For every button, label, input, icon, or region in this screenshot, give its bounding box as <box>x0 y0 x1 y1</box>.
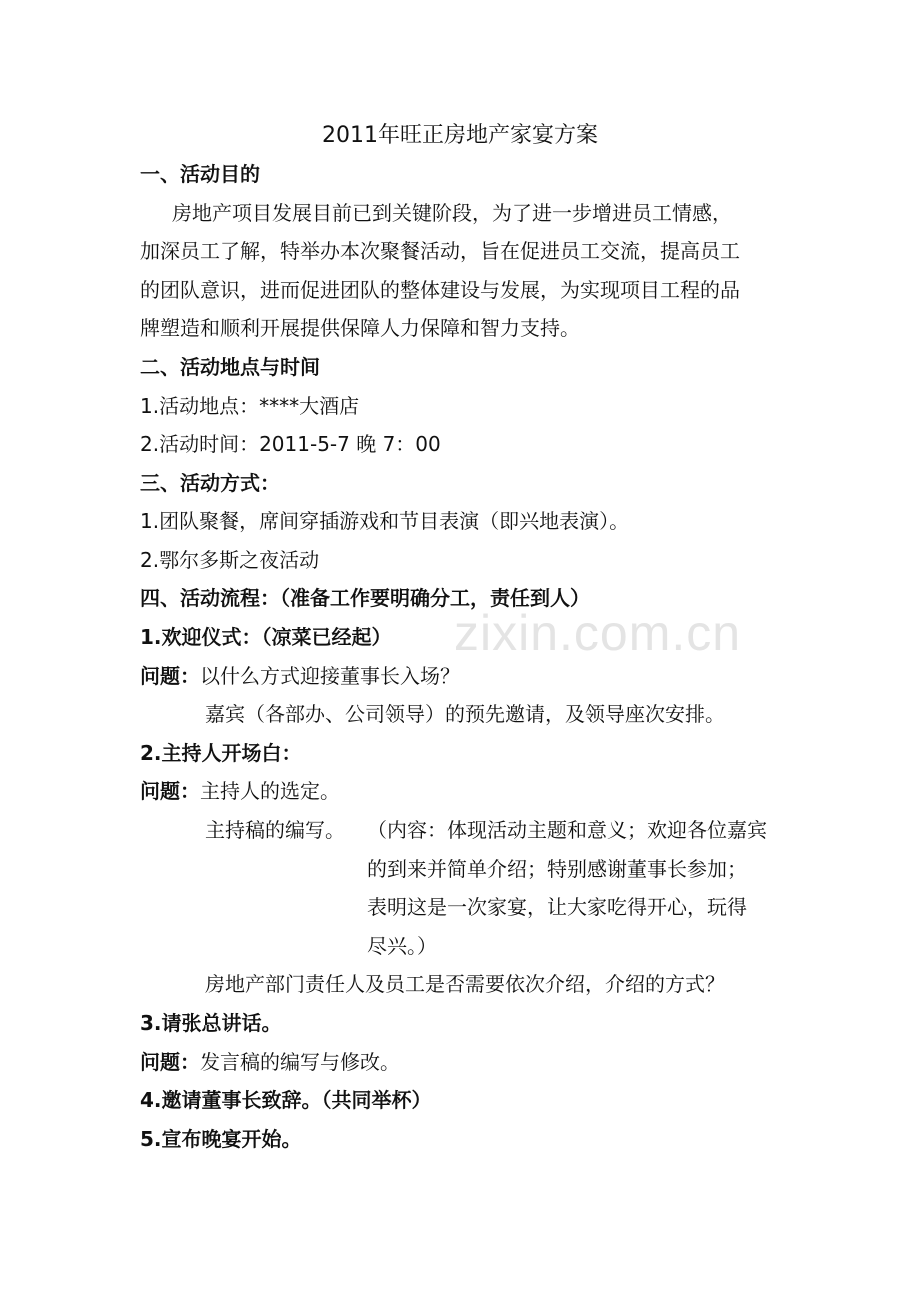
question-text: 主持人的选定。 <box>200 779 340 803</box>
step-5-title: 5.宣布晚宴开始。 <box>140 1127 302 1151</box>
step-2-question <box>140 772 800 811</box>
section-3-heading: 三、活动方式： <box>140 471 280 495</box>
script-content-line: 的到来并简单介绍；特别感谢董事长参加； <box>367 857 747 881</box>
activity-place: 1.活动地点：****大酒店 <box>140 394 360 418</box>
question-label: 问题： <box>140 1050 200 1074</box>
step-3-title: 3.请张总讲话。 <box>140 1011 282 1035</box>
step-3-question <box>140 1043 800 1082</box>
step-1-question <box>140 657 800 696</box>
question-text: 嘉宾（各部办、公司领导）的预先邀请，及领导座次安排。 <box>205 702 725 726</box>
section-2-heading: 二、活动地点与时间 <box>140 355 320 379</box>
paragraph-line: 的团队意识，进而促进团队的整体建设与发展，为实现项目工程的品 <box>140 278 740 302</box>
paragraph-line: 牌塑造和顺利开展提供保障人力保障和智力支持。 <box>140 316 580 340</box>
paragraph-line: 加深员工了解，特举办本次聚餐活动，旨在促进员工交流，提高员工 <box>140 239 740 263</box>
script-content-line: 尽兴。） <box>367 934 437 958</box>
question-label: 问题： <box>140 664 200 688</box>
question-text: 以什么方式迎接董事长入场？ <box>200 664 460 688</box>
script-content-line: 表明这是一次家宴，让大家吃得开心，玩得 <box>367 895 747 919</box>
script-content-line: （内容：体现活动主题和意义；欢迎各位嘉宾 <box>367 818 767 842</box>
section-1-heading: 一、活动目的 <box>140 162 260 186</box>
script-writing-label: 主持稿的编写。 <box>205 818 345 842</box>
section-4-heading: 四、活动流程：（准备工作要明确分工，责任到人） <box>140 586 590 610</box>
activity-mode-1: 1.团队聚餐，席间穿插游戏和节目表演（即兴地表演）。 <box>140 509 630 533</box>
question-text: 发言稿的编写与修改。 <box>200 1050 400 1074</box>
paragraph-line: 房地产项目发展目前已到关键阶段，为了进一步增进员工情感， <box>172 201 732 225</box>
activity-mode-2: 2.鄂尔多斯之夜活动 <box>140 548 320 572</box>
step-1-title: 1.欢迎仪式：（凉菜已经起） <box>140 625 392 649</box>
watermark: zixin.com.cn <box>454 605 742 661</box>
activity-time: 2.活动时间：2011-5-7 晚 7：00 <box>140 432 441 456</box>
document-title: 2011年旺正房地产家宴方案 <box>322 123 598 148</box>
question-text: 房地产部门责任人及员工是否需要依次介绍，介绍的方式？ <box>205 972 725 996</box>
question-label: 问题： <box>140 779 200 803</box>
step-4-title: 4.邀请董事长致辞。（共同举杯） <box>140 1088 432 1112</box>
step-2-title: 2.主持人开场白： <box>140 741 302 765</box>
